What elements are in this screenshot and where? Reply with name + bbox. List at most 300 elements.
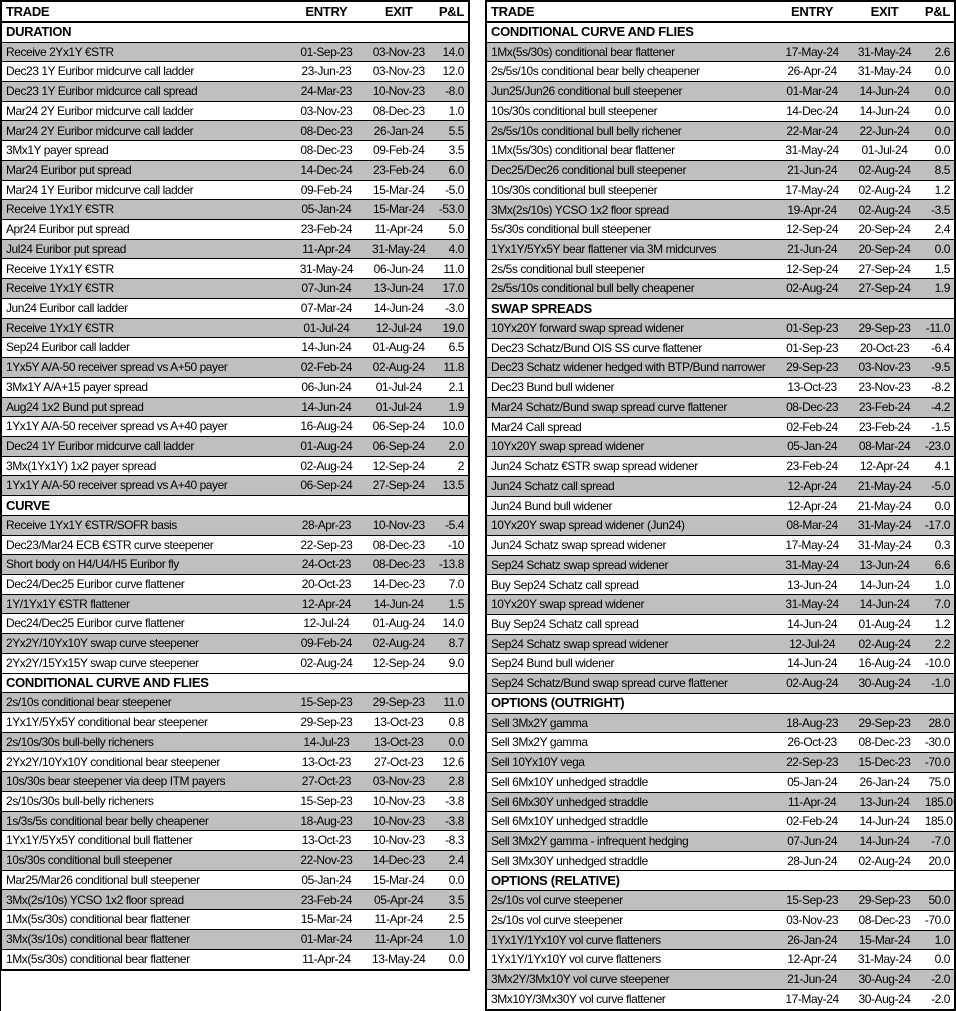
exit-cell: 13-May-24 bbox=[363, 949, 435, 970]
entry-cell: 21-Jun-24 bbox=[776, 970, 848, 990]
section-title: OPTIONS (OUTRIGHT) bbox=[486, 693, 955, 713]
table-row bbox=[486, 82, 955, 102]
trade-cell: 10s/30s conditional bull steepener bbox=[486, 180, 776, 200]
table-row bbox=[486, 397, 955, 417]
trade-cell: 3Mx(1Yx1Y) 1x2 payer spread bbox=[1, 456, 290, 476]
pnl-cell: 2.6 bbox=[921, 42, 955, 62]
pnl-cell: -3.5 bbox=[921, 200, 955, 220]
pnl-cell: 12.0 bbox=[435, 62, 469, 82]
table-row bbox=[486, 555, 955, 575]
trade-cell: 2Yx2Y/15Yx15Y swap curve steepener bbox=[1, 653, 290, 673]
trade-cell: Sell 3Mx2Y gamma bbox=[486, 733, 776, 753]
pnl-cell: -1.5 bbox=[921, 417, 955, 437]
exit-cell: 08-Dec-23 bbox=[363, 101, 435, 121]
pnl-cell: 2.8 bbox=[435, 772, 469, 792]
column-header-pnl: P&L bbox=[921, 1, 955, 22]
section-title: CONDITIONAL CURVE AND FLIES bbox=[1, 673, 469, 693]
table-row bbox=[1, 42, 469, 62]
table-row bbox=[486, 141, 955, 161]
table-row bbox=[1, 752, 469, 772]
trade-cell: Mar24 2Y Euribor midcurve call ladder bbox=[1, 101, 290, 121]
entry-cell: 07-Mar-24 bbox=[290, 298, 362, 318]
table-row bbox=[486, 851, 955, 871]
entry-cell: 02-Feb-24 bbox=[776, 417, 848, 437]
entry-cell: 26-Jan-24 bbox=[776, 930, 848, 950]
trade-cell: Buy Sep24 Schatz call spread bbox=[486, 614, 776, 634]
trade-cell: 3Mx(2s/10s) YCSO 1x2 floor spread bbox=[486, 200, 776, 220]
pnl-cell: -70.0 bbox=[921, 753, 955, 773]
left-table-wrapper bbox=[0, 0, 470, 1011]
exit-cell: 31-May-24 bbox=[848, 950, 920, 970]
trade-cell: Mar24 1Y Euribor midcurve call ladder bbox=[1, 180, 290, 200]
exit-cell: 13-Oct-23 bbox=[363, 713, 435, 733]
table-row bbox=[1, 456, 469, 476]
entry-cell: 23-Jun-23 bbox=[290, 62, 362, 82]
exit-cell: 08-Mar-24 bbox=[848, 437, 920, 457]
trade-cell: Dec23 1Y Euribor midcurve call ladder bbox=[1, 62, 290, 82]
entry-cell: 22-Mar-24 bbox=[776, 121, 848, 141]
exit-cell: 13-Oct-23 bbox=[363, 732, 435, 752]
table-row bbox=[1, 259, 469, 279]
entry-cell: 01-Sep-23 bbox=[776, 318, 848, 338]
trade-cell: Receive 1Yx1Y €STR bbox=[1, 279, 290, 299]
pnl-cell: 1.5 bbox=[921, 259, 955, 279]
table-row bbox=[486, 753, 955, 773]
trade-cell: Jun25/Jun26 conditional bull steepener bbox=[486, 82, 776, 102]
trade-cell: Dec25/Dec26 conditional bull steepener bbox=[486, 161, 776, 181]
table-row bbox=[486, 378, 955, 398]
entry-cell: 21-Jun-24 bbox=[776, 239, 848, 259]
pnl-cell: -5.4 bbox=[435, 515, 469, 535]
trade-cell: Dec24/Dec25 Euribor curve flattener bbox=[1, 614, 290, 634]
entry-cell: 01-Aug-24 bbox=[290, 436, 362, 456]
trade-cell: 10s/30s bear steepener via deep ITM payers bbox=[1, 772, 290, 792]
table-row bbox=[1, 870, 469, 890]
table-row bbox=[486, 516, 955, 536]
table-row bbox=[486, 101, 955, 121]
pnl-cell: 0.0 bbox=[921, 141, 955, 161]
table-row bbox=[1, 515, 469, 535]
pnl-cell: -6.4 bbox=[921, 338, 955, 358]
entry-cell: 13-Oct-23 bbox=[290, 831, 362, 851]
entry-cell: 02-Aug-24 bbox=[776, 674, 848, 694]
table-row bbox=[1, 574, 469, 594]
exit-cell: 20-Sep-24 bbox=[848, 239, 920, 259]
trade-cell: Jul24 Euribor put spread bbox=[1, 239, 290, 259]
table-row bbox=[486, 358, 955, 378]
entry-cell: 24-Mar-23 bbox=[290, 82, 362, 102]
pnl-cell: 2.2 bbox=[921, 634, 955, 654]
trade-cell: 2Yx2Y/10Yx10Y swap curve steepener bbox=[1, 634, 290, 654]
table-row bbox=[486, 614, 955, 634]
pnl-cell: -3.8 bbox=[435, 811, 469, 831]
trade-cell: 2s/10s/30s bull-belly richeners bbox=[1, 732, 290, 752]
exit-cell: 30-Aug-24 bbox=[848, 989, 920, 1010]
section-title: OPTIONS (RELATIVE) bbox=[486, 871, 955, 891]
trade-cell: 2s/10s/30s bull-belly richeners bbox=[1, 791, 290, 811]
trade-cell: Jun24 Euribor call ladder bbox=[1, 298, 290, 318]
entry-cell: 09-Feb-24 bbox=[290, 634, 362, 654]
trade-cell: Receive 1Yx1Y €STR bbox=[1, 200, 290, 220]
exit-cell: 29-Sep-23 bbox=[363, 693, 435, 713]
exit-cell: 26-Jan-24 bbox=[848, 772, 920, 792]
pnl-cell: 19.0 bbox=[435, 318, 469, 338]
exit-cell: 23-Feb-24 bbox=[363, 160, 435, 180]
entry-cell: 08-Dec-23 bbox=[290, 121, 362, 141]
entry-cell: 14-Jul-23 bbox=[290, 732, 362, 752]
entry-cell: 18-Aug-23 bbox=[290, 811, 362, 831]
pnl-cell: -2.0 bbox=[921, 989, 955, 1010]
table-row bbox=[486, 318, 955, 338]
exit-cell: 31-May-24 bbox=[848, 535, 920, 555]
table-row bbox=[486, 634, 955, 654]
entry-cell: 19-Apr-24 bbox=[776, 200, 848, 220]
trade-cell: 3Mx1Y payer spread bbox=[1, 141, 290, 161]
pnl-cell: 6.0 bbox=[435, 160, 469, 180]
exit-cell: 02-Aug-24 bbox=[848, 851, 920, 871]
trade-cell: Dec24 1Y Euribor midcurve call ladder bbox=[1, 436, 290, 456]
table-row bbox=[1, 358, 469, 378]
trade-cell: Mar24 Call spread bbox=[486, 417, 776, 437]
entry-cell: 23-Feb-24 bbox=[776, 457, 848, 477]
exit-cell: 14-Jun-24 bbox=[363, 298, 435, 318]
table-row bbox=[1, 62, 469, 82]
entry-cell: 26-Apr-24 bbox=[776, 62, 848, 82]
trade-cell: Jun24 Bund bull widener bbox=[486, 496, 776, 516]
table-row bbox=[486, 62, 955, 82]
table-row bbox=[486, 338, 955, 358]
entry-cell: 02-Aug-24 bbox=[776, 279, 848, 299]
trade-cell: 2s/10s vol curve steepener bbox=[486, 910, 776, 930]
table-row bbox=[1, 298, 469, 318]
exit-cell: 14-Dec-23 bbox=[363, 574, 435, 594]
exit-cell: 14-Dec-23 bbox=[363, 851, 435, 871]
exit-cell: 03-Nov-23 bbox=[848, 358, 920, 378]
exit-cell: 13-Jun-24 bbox=[363, 279, 435, 299]
pnl-cell: -9.5 bbox=[921, 358, 955, 378]
pnl-cell: 28.0 bbox=[921, 713, 955, 733]
exit-cell: 05-Apr-24 bbox=[363, 890, 435, 910]
column-header-trade: TRADE bbox=[1, 1, 290, 22]
exit-cell: 08-Dec-23 bbox=[363, 535, 435, 555]
entry-cell: 12-Apr-24 bbox=[290, 594, 362, 614]
exit-cell: 06-Sep-24 bbox=[363, 417, 435, 437]
pnl-cell: -11.0 bbox=[921, 318, 955, 338]
trade-cell: Mar24 Schatz/Bund swap spread curve flattener bbox=[486, 397, 776, 417]
section-header-row bbox=[486, 299, 955, 319]
entry-cell: 14-Jun-24 bbox=[776, 654, 848, 674]
trade-cell: 10Yx20Y swap spread widener bbox=[486, 595, 776, 615]
exit-cell: 15-Mar-24 bbox=[363, 870, 435, 890]
exit-cell: 29-Sep-23 bbox=[848, 891, 920, 911]
trade-cell: Receive 1Yx1Y €STR/SOFR basis bbox=[1, 515, 290, 535]
trade-cell: 2s/5s/10s conditional bull belly richener bbox=[486, 121, 776, 141]
pnl-cell: 1.0 bbox=[921, 575, 955, 595]
pnl-cell: 3.5 bbox=[435, 890, 469, 910]
exit-cell: 15-Mar-24 bbox=[848, 930, 920, 950]
exit-cell: 01-Jul-24 bbox=[848, 141, 920, 161]
table-row bbox=[486, 535, 955, 555]
exit-cell: 27-Sep-24 bbox=[848, 279, 920, 299]
trade-cell: Mar24 2Y Euribor midcurve call ladder bbox=[1, 121, 290, 141]
exit-cell: 31-May-24 bbox=[848, 42, 920, 62]
trade-cell: Sell 3Mx30Y unhedged straddle bbox=[486, 851, 776, 871]
entry-cell: 16-Aug-24 bbox=[290, 417, 362, 437]
exit-cell: 06-Jun-24 bbox=[363, 259, 435, 279]
exit-cell: 03-Nov-23 bbox=[363, 772, 435, 792]
trade-cell: 10s/30s conditional bull steepener bbox=[1, 851, 290, 871]
pnl-cell: -17.0 bbox=[921, 516, 955, 536]
section-header-row bbox=[1, 673, 469, 693]
entry-cell: 15-Sep-23 bbox=[776, 891, 848, 911]
right-trades-table bbox=[485, 0, 956, 1011]
entry-cell: 01-Sep-23 bbox=[776, 338, 848, 358]
pnl-cell: 0.3 bbox=[921, 535, 955, 555]
pnl-cell: 8.5 bbox=[921, 161, 955, 181]
entry-cell: 07-Jun-24 bbox=[290, 279, 362, 299]
entry-cell: 15-Mar-24 bbox=[290, 910, 362, 930]
pnl-cell: 75.0 bbox=[921, 772, 955, 792]
pnl-cell: 17.0 bbox=[435, 279, 469, 299]
trade-cell: 1s/3s/5s conditional bear belly cheapener bbox=[1, 811, 290, 831]
entry-cell: 28-Apr-23 bbox=[290, 515, 362, 535]
entry-cell: 12-Apr-24 bbox=[776, 950, 848, 970]
column-header-exit: EXIT bbox=[848, 1, 920, 22]
entry-cell: 14-Jun-24 bbox=[290, 397, 362, 417]
entry-cell: 12-Sep-24 bbox=[776, 259, 848, 279]
exit-cell: 01-Aug-24 bbox=[363, 338, 435, 358]
trade-cell: Sell 10Yx10Y vega bbox=[486, 753, 776, 773]
exit-cell: 02-Aug-24 bbox=[848, 634, 920, 654]
entry-cell: 31-May-24 bbox=[776, 555, 848, 575]
table-row bbox=[1, 417, 469, 437]
exit-cell: 26-Jan-24 bbox=[363, 121, 435, 141]
pnl-cell: 185.0 bbox=[921, 812, 955, 832]
section-title: CONDITIONAL CURVE AND FLIES bbox=[486, 22, 955, 42]
exit-cell: 31-May-24 bbox=[848, 516, 920, 536]
table-row bbox=[1, 693, 469, 713]
pnl-cell: 8.7 bbox=[435, 634, 469, 654]
entry-cell: 03-Nov-23 bbox=[290, 101, 362, 121]
table-row bbox=[486, 910, 955, 930]
right-table-wrapper bbox=[485, 0, 956, 1011]
pnl-cell: 20.0 bbox=[921, 851, 955, 871]
pnl-cell: 10.0 bbox=[435, 417, 469, 437]
entry-cell: 26-Oct-23 bbox=[776, 733, 848, 753]
entry-cell: 24-Oct-23 bbox=[290, 555, 362, 575]
table-row bbox=[1, 535, 469, 555]
trade-cell: 1Yx1Y/5Yx5Y bear flattener via 3M midcurves bbox=[486, 239, 776, 259]
pnl-cell: -23.0 bbox=[921, 437, 955, 457]
pnl-cell: 5.0 bbox=[435, 220, 469, 240]
pnl-cell: 0.0 bbox=[435, 870, 469, 890]
table-row bbox=[486, 239, 955, 259]
table-row bbox=[486, 220, 955, 240]
exit-cell: 29-Sep-23 bbox=[848, 713, 920, 733]
pnl-cell: 1.0 bbox=[435, 101, 469, 121]
table-row bbox=[1, 831, 469, 851]
column-header-entry: ENTRY bbox=[290, 1, 362, 22]
pnl-cell: 0.0 bbox=[921, 496, 955, 516]
trade-cell: 1Yx1Y A/A-50 receiver spread vs A+40 payer bbox=[1, 476, 290, 496]
trade-cell: 1Mx(5s/30s) conditional bear flattener bbox=[486, 141, 776, 161]
table-row bbox=[486, 457, 955, 477]
table-row bbox=[486, 417, 955, 437]
entry-cell: 23-Feb-24 bbox=[290, 220, 362, 240]
exit-cell: 14-Jun-24 bbox=[848, 831, 920, 851]
trade-cell: 10Yx20Y swap spread widener (Jun24) bbox=[486, 516, 776, 536]
exit-cell: 11-Apr-24 bbox=[363, 910, 435, 930]
table-row bbox=[1, 594, 469, 614]
exit-cell: 27-Sep-24 bbox=[363, 476, 435, 496]
table-row bbox=[486, 259, 955, 279]
exit-cell: 10-Nov-23 bbox=[363, 82, 435, 102]
pnl-cell: -70.0 bbox=[921, 910, 955, 930]
entry-cell: 02-Aug-24 bbox=[290, 653, 362, 673]
entry-cell: 17-May-24 bbox=[776, 989, 848, 1010]
pnl-cell: 0.0 bbox=[435, 949, 469, 970]
trade-cell: Dec24/Dec25 Euribor curve flattener bbox=[1, 574, 290, 594]
exit-cell: 16-Aug-24 bbox=[848, 654, 920, 674]
exit-cell: 06-Sep-24 bbox=[363, 436, 435, 456]
trade-cell: Dec23 Schatz widener hedged with BTP/Bund narrower bbox=[486, 358, 776, 378]
trade-cell: Jun24 Schatz €STR swap spread widener bbox=[486, 457, 776, 477]
pnl-cell: 11.0 bbox=[435, 259, 469, 279]
entry-cell: 31-May-24 bbox=[290, 259, 362, 279]
pnl-cell: 1.2 bbox=[921, 614, 955, 634]
exit-cell: 10-Nov-23 bbox=[363, 515, 435, 535]
table-row bbox=[486, 989, 955, 1010]
entry-cell: 06-Jun-24 bbox=[290, 377, 362, 397]
pnl-cell: -10.0 bbox=[921, 654, 955, 674]
table-row bbox=[486, 891, 955, 911]
table-row bbox=[486, 831, 955, 851]
exit-cell: 31-May-24 bbox=[848, 62, 920, 82]
pnl-cell: -2.0 bbox=[921, 970, 955, 990]
entry-cell: 20-Oct-23 bbox=[290, 574, 362, 594]
exit-cell: 02-Aug-24 bbox=[848, 200, 920, 220]
table-row bbox=[486, 674, 955, 694]
exit-cell: 20-Oct-23 bbox=[848, 338, 920, 358]
entry-cell: 13-Oct-23 bbox=[290, 752, 362, 772]
table-row bbox=[486, 42, 955, 62]
entry-cell: 14-Jun-24 bbox=[776, 614, 848, 634]
entry-cell: 02-Feb-24 bbox=[290, 358, 362, 378]
entry-cell: 22-Sep-23 bbox=[776, 753, 848, 773]
pnl-cell: 5.5 bbox=[435, 121, 469, 141]
exit-cell: 03-Nov-23 bbox=[363, 62, 435, 82]
column-header-entry: ENTRY bbox=[776, 1, 848, 22]
table-row bbox=[486, 713, 955, 733]
pnl-cell: 7.0 bbox=[921, 595, 955, 615]
table-row bbox=[1, 713, 469, 733]
table-row bbox=[1, 239, 469, 259]
trade-cell: Sell 6Mx10Y unhedged straddle bbox=[486, 772, 776, 792]
trade-cell: Sell 6Mx10Y unhedged straddle bbox=[486, 812, 776, 832]
trade-cell: 10s/30s conditional bull steepener bbox=[486, 101, 776, 121]
exit-cell: 27-Oct-23 bbox=[363, 752, 435, 772]
pnl-cell: 0.0 bbox=[921, 239, 955, 259]
exit-cell: 03-Nov-23 bbox=[363, 42, 435, 62]
trade-cell: 1Yx1Y/1Yx10Y vol curve flatteners bbox=[486, 930, 776, 950]
table-row bbox=[1, 200, 469, 220]
pnl-cell: 14.0 bbox=[435, 42, 469, 62]
table-row bbox=[1, 279, 469, 299]
trade-cell: 1Mx(5s/30s) conditional bear flattener bbox=[486, 42, 776, 62]
pnl-cell: 0.0 bbox=[921, 121, 955, 141]
entry-cell: 17-May-24 bbox=[776, 535, 848, 555]
pnl-cell: 9.0 bbox=[435, 653, 469, 673]
trade-cell: 3Mx(2s/10s) YCSO 1x2 floor spread bbox=[1, 890, 290, 910]
table-row bbox=[486, 812, 955, 832]
exit-cell: 20-Sep-24 bbox=[848, 220, 920, 240]
table-row bbox=[1, 949, 469, 970]
pnl-cell: 1.0 bbox=[435, 929, 469, 949]
entry-cell: 29-Sep-23 bbox=[776, 358, 848, 378]
entry-cell: 01-Sep-23 bbox=[290, 42, 362, 62]
trade-cell: Jun24 Schatz swap spread widener bbox=[486, 535, 776, 555]
entry-cell: 06-Sep-24 bbox=[290, 476, 362, 496]
trade-cell: 2s/10s vol curve steepener bbox=[486, 891, 776, 911]
exit-cell: 11-Apr-24 bbox=[363, 929, 435, 949]
pnl-cell: -7.0 bbox=[921, 831, 955, 851]
table-row bbox=[1, 397, 469, 417]
section-title: DURATION bbox=[1, 22, 469, 42]
exit-cell: 10-Nov-23 bbox=[363, 831, 435, 851]
trade-cell: Sep24 Bund bull widener bbox=[486, 654, 776, 674]
exit-cell: 11-Apr-24 bbox=[363, 220, 435, 240]
trade-cell: 1Mx(5s/30s) conditional bear flattener bbox=[1, 949, 290, 970]
table-row bbox=[486, 161, 955, 181]
table-row bbox=[486, 772, 955, 792]
trade-cell: 2s/5s/10s conditional bear belly cheapener bbox=[486, 62, 776, 82]
entry-cell: 13-Oct-23 bbox=[776, 378, 848, 398]
table-row bbox=[1, 82, 469, 102]
table-row bbox=[1, 180, 469, 200]
trade-cell: 3Mx10Y/3Mx30Y vol curve flattener bbox=[486, 989, 776, 1010]
trade-cell: Dec23 1Y Euribor midcurce call spread bbox=[1, 82, 290, 102]
pnl-cell: 11.8 bbox=[435, 358, 469, 378]
pnl-cell: 2.1 bbox=[435, 377, 469, 397]
trade-cell: 1Mx(5s/30s) conditional bear flattener bbox=[1, 910, 290, 930]
exit-cell: 29-Sep-23 bbox=[848, 318, 920, 338]
exit-cell: 13-Jun-24 bbox=[848, 555, 920, 575]
entry-cell: 05-Jan-24 bbox=[776, 772, 848, 792]
trade-cell: 3Mx1Y A/A+15 payer spread bbox=[1, 377, 290, 397]
pnl-cell: 0.0 bbox=[921, 82, 955, 102]
trade-cell: 3Mx2Y/3Mx10Y vol curve steepener bbox=[486, 970, 776, 990]
pnl-cell: 50.0 bbox=[921, 891, 955, 911]
table-row bbox=[1, 476, 469, 496]
table-row bbox=[1, 121, 469, 141]
table-row bbox=[486, 970, 955, 990]
trade-cell: 1Yx5Y A/A-50 receiver spread vs A+50 payer bbox=[1, 358, 290, 378]
exit-cell: 10-Nov-23 bbox=[363, 791, 435, 811]
table-row bbox=[486, 575, 955, 595]
table-row bbox=[1, 377, 469, 397]
section-title: CURVE bbox=[1, 496, 469, 516]
pnl-cell: 6.5 bbox=[435, 338, 469, 358]
pnl-cell: 1.9 bbox=[435, 397, 469, 417]
table-row bbox=[1, 929, 469, 949]
entry-cell: 05-Jan-24 bbox=[290, 200, 362, 220]
entry-cell: 15-Sep-23 bbox=[290, 693, 362, 713]
column-header-pnl: P&L bbox=[435, 1, 469, 22]
column-header-exit: EXIT bbox=[363, 1, 435, 22]
pnl-cell: 12.6 bbox=[435, 752, 469, 772]
pnl-cell: -3.8 bbox=[435, 791, 469, 811]
table-row bbox=[1, 634, 469, 654]
